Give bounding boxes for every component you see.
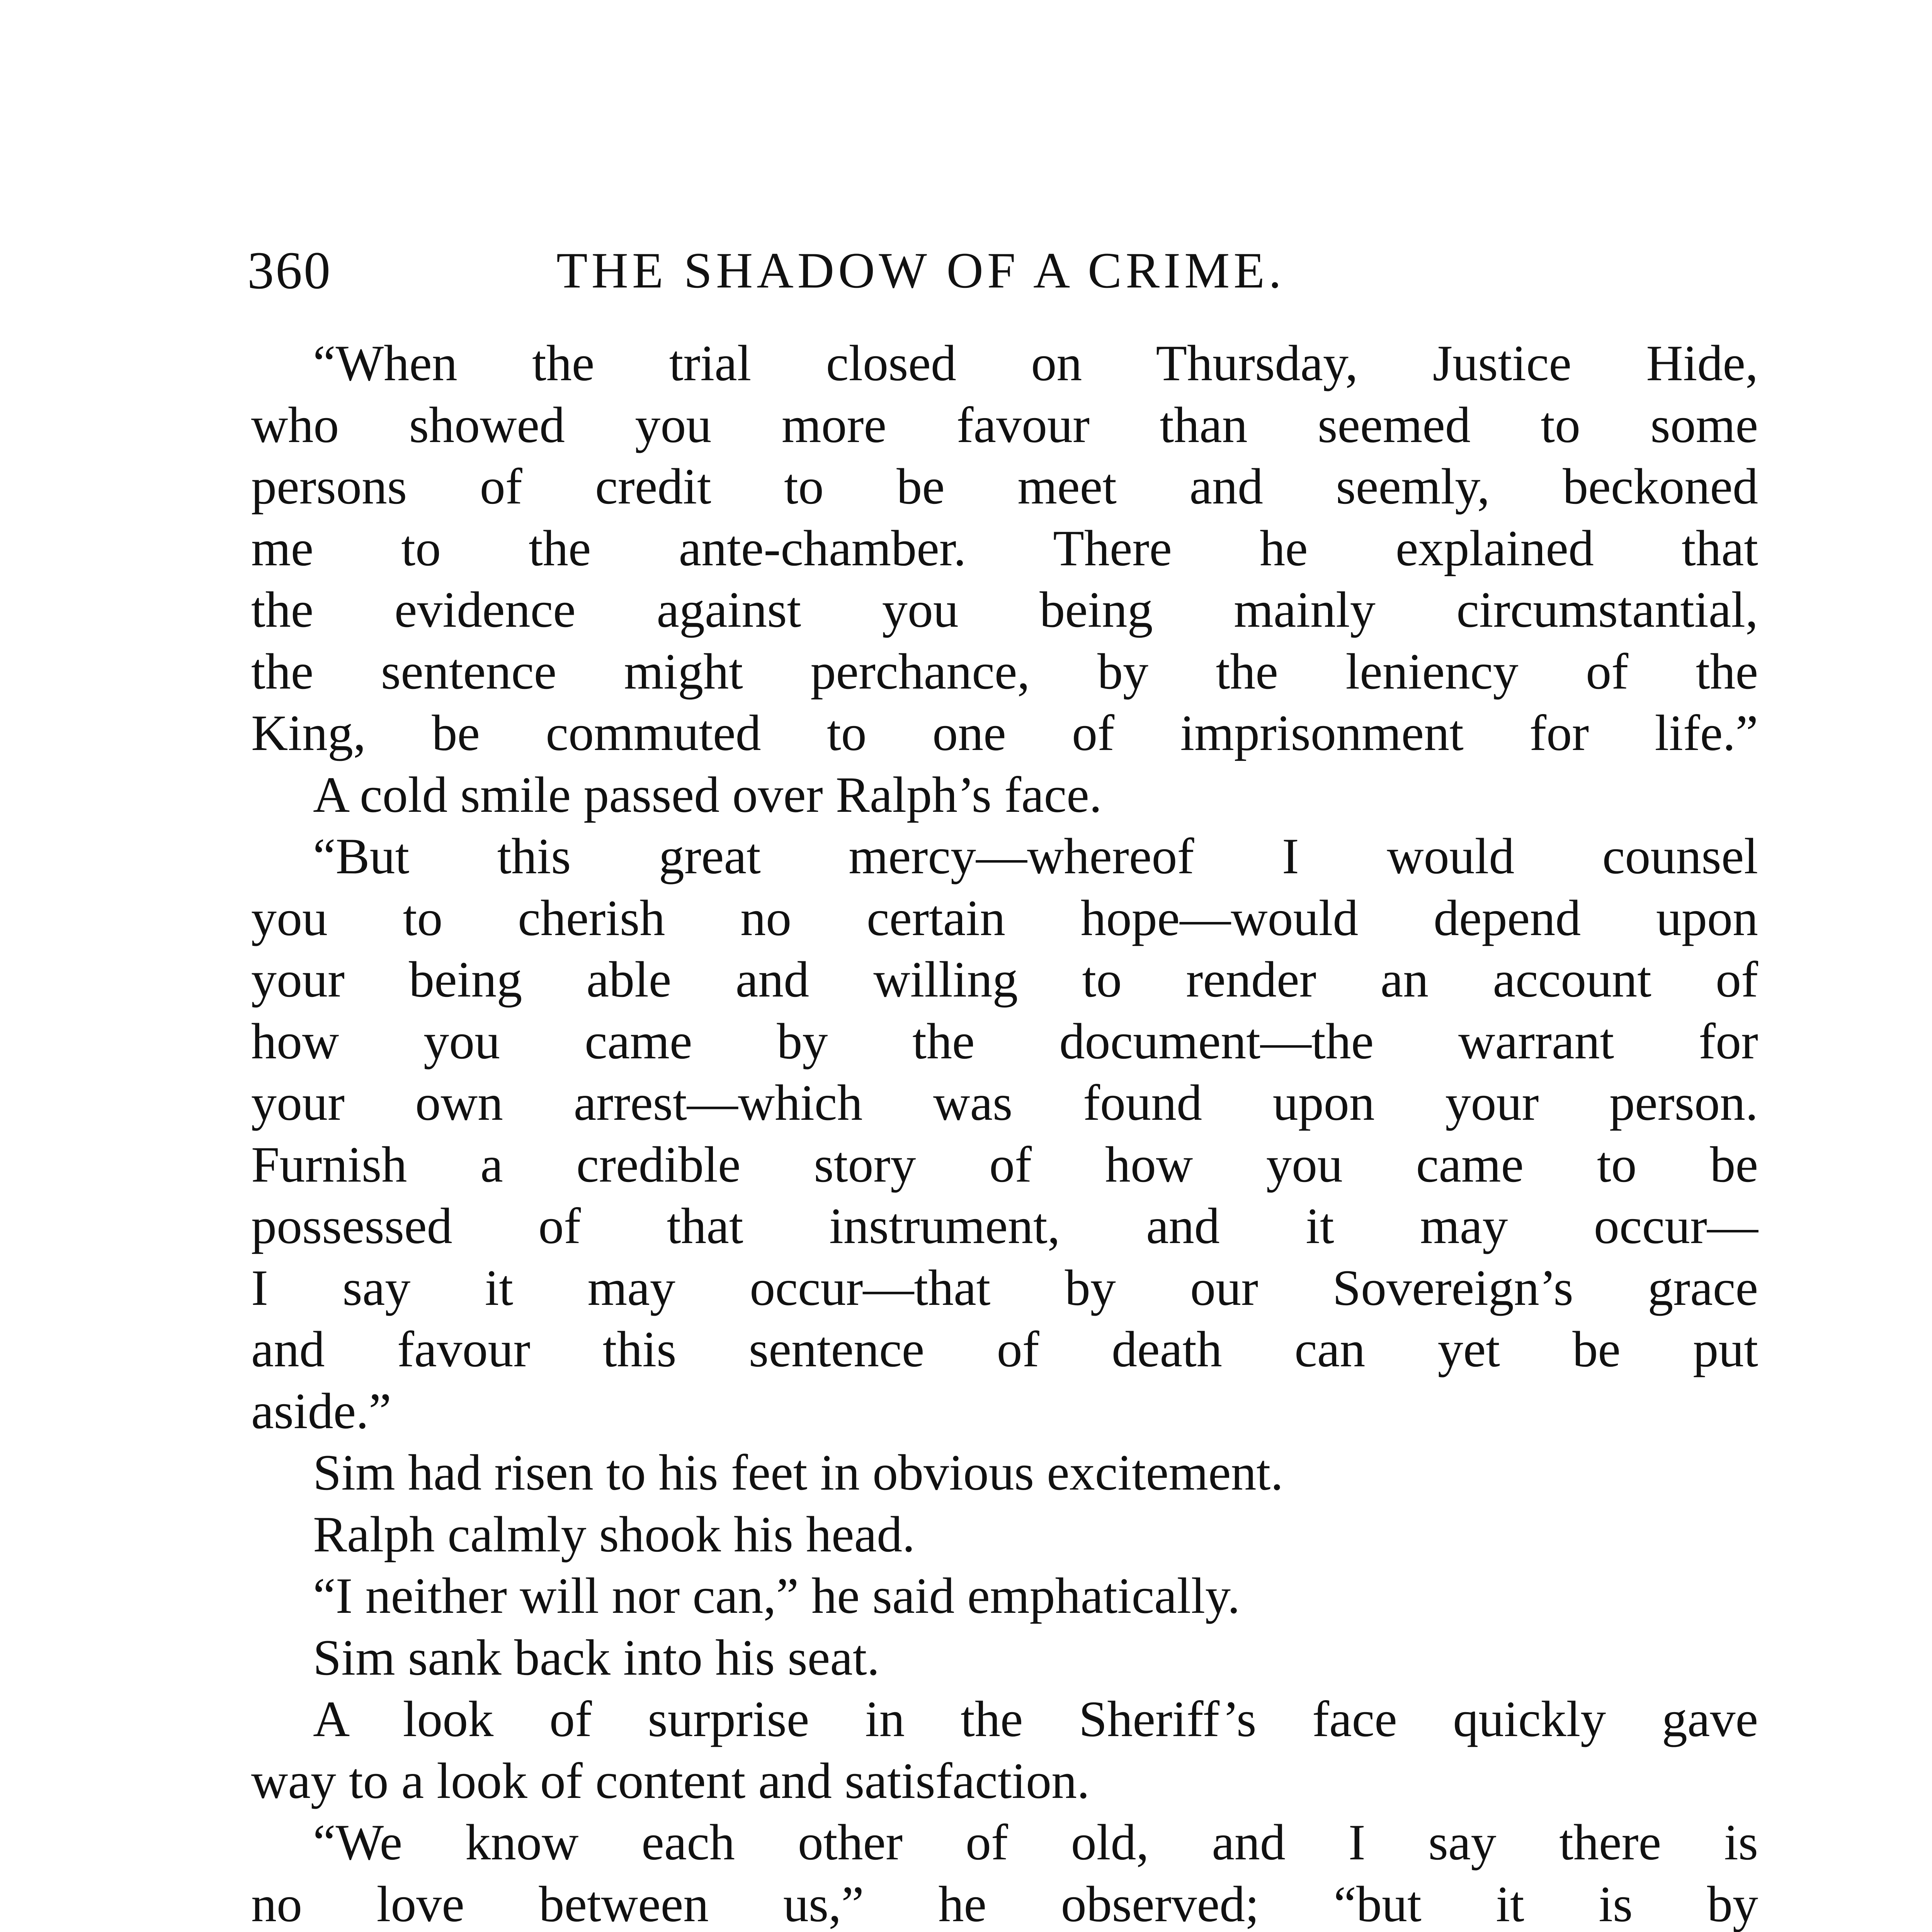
text-line: Sim sank back into his seat. <box>313 1629 880 1686</box>
text-line: who showed you more favour than seemed to some <box>251 396 1758 453</box>
text-line: you to cherish no certain hope—would depend upon <box>251 889 1758 946</box>
text-line: Furnish a credible story of how you came to be <box>251 1136 1758 1193</box>
text-line: A look of surprise in the Sheriff’s face quickly gave <box>313 1690 1758 1747</box>
text-line: Ralph calmly shook his head. <box>313 1505 915 1563</box>
text-line: how you came by the document—the warrant for <box>251 1012 1758 1070</box>
text-line: King, be commuted to one of imprisonment for life.” <box>251 704 1758 761</box>
body-text <box>251 332 1758 1932</box>
text-line: and favour this sentence of death can yet be put <box>251 1321 1758 1378</box>
text-line: the sentence might perchance, by the leniency of the <box>251 643 1758 700</box>
running-title: THE SHADOW OF A CRIME. <box>556 242 1286 299</box>
text-line: “I neither will nor can,” he said emphatically. <box>313 1567 1240 1624</box>
text-line: me to the ante-chamber. There he explained that <box>251 519 1758 577</box>
page-header <box>247 232 1754 309</box>
text-line: aside.” <box>251 1382 391 1439</box>
text-line: “We know each other of old, and I say there is <box>313 1814 1758 1871</box>
text-line: Sim had risen to his feet in obvious excitement. <box>313 1444 1284 1501</box>
text-line: “When the trial closed on Thursday, Justice Hide, <box>313 335 1758 391</box>
text-line: the evidence against you being mainly circumstantial, <box>251 581 1758 638</box>
page-number: 360 <box>247 241 332 300</box>
text-line: no love between us,” he observed; “but it is by <box>251 1875 1758 1932</box>
text-line: way to a look of content and satisfaction. <box>251 1752 1090 1809</box>
text-line: possessed of that instrument, and it may occur— <box>251 1197 1758 1254</box>
text-line: A cold smile passed over Ralph’s face. <box>313 766 1102 823</box>
text-line: your own arrest—which was found upon your person. <box>251 1074 1758 1131</box>
text-line: I say it may occur—that by our Sovereign’s grace <box>251 1259 1758 1316</box>
text-line: “But this great mercy—whereof I would counsel <box>313 828 1758 884</box>
text-line: persons of credit to be meet and seemly, beckoned <box>251 458 1758 515</box>
text-line: your being able and willing to render an account of <box>251 951 1758 1008</box>
